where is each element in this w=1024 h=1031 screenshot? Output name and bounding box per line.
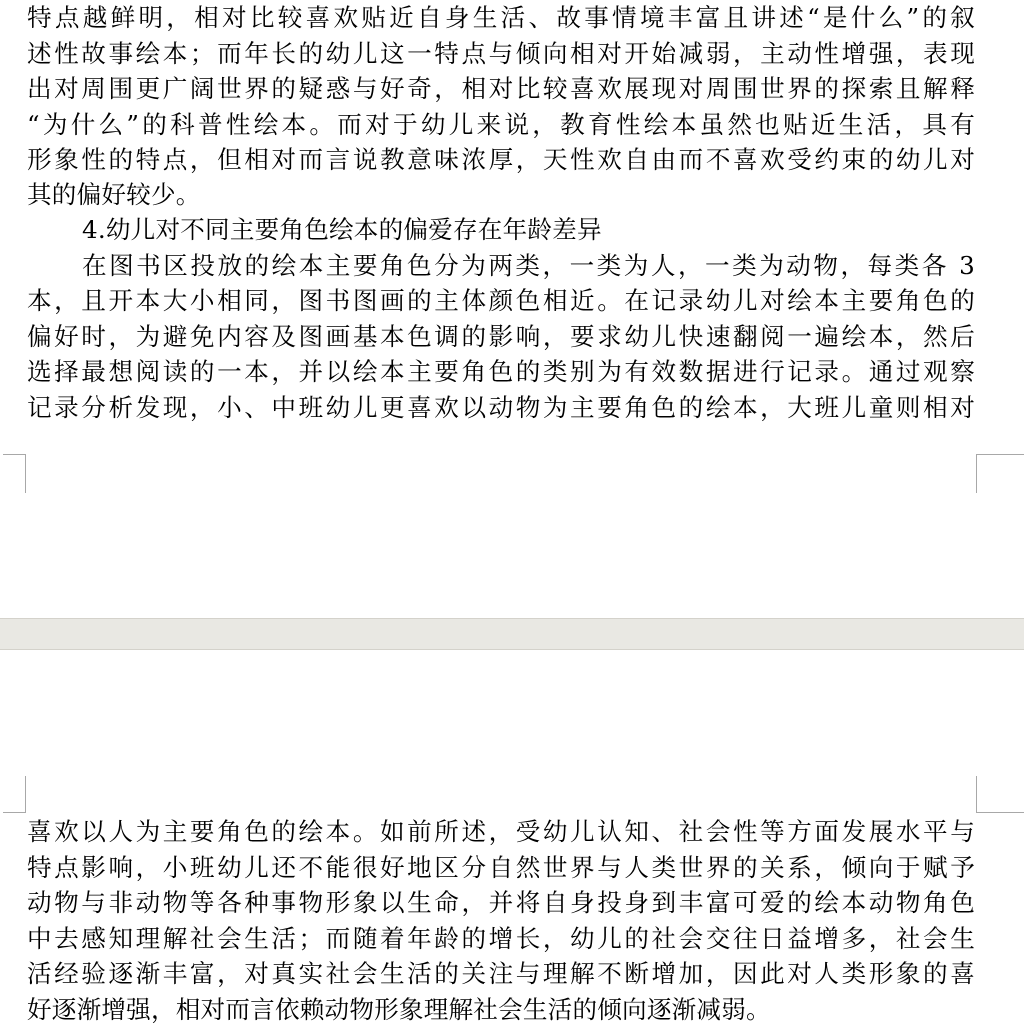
text-line: 述性故事绘本；而年长的幼儿这一特点与倾向相对开始减弱，主动性增强，表现: [27, 39, 975, 68]
page-break-gap: [0, 618, 1024, 650]
text-line: 选择最想阅读的一本，并以绘本主要角色的类别为有效数据进行记录。通过观察: [27, 357, 975, 386]
text-line: 特点越鲜明，相对比较喜欢贴近自身生活、故事情境丰富且讲述“是什么”的叙: [27, 3, 975, 32]
text-line: 动物与非动物等各种事物形象以生命，并将自身投身到丰富可爱的绘本动物角色: [27, 888, 975, 917]
section-heading: 4.幼儿对不同主要角色绘本的偏爱存在年龄差异: [82, 215, 602, 244]
page-corner-mark: [976, 454, 1024, 493]
text-line: 中去感知理解社会生活；而随着年龄的增长，幼儿的社会交往日益增多，社会生: [27, 924, 975, 953]
document-page-lower: [0, 650, 1024, 1031]
text-line: 出对周围更广阔世界的疑惑与好奇，相对比较喜欢展现对周围世界的探索且解释: [27, 74, 975, 103]
text-line: “为什么”的科普性绘本。而对于幼儿来说，教育性绘本虽然也贴近生活，具有: [27, 110, 975, 139]
text-line: 偏好时，为避免内容及图画基本色调的影响，要求幼儿快速翻阅一遍绘本，然后: [27, 322, 975, 351]
text-line: 喜欢以人为主要角色的绘本。如前所述，受幼儿认知、社会性等方面发展水平与: [27, 817, 975, 846]
page-corner-mark: [3, 454, 26, 493]
text-line: 形象性的特点，但相对而言说教意味浓厚，天性欢自由而不喜欢受约束的幼儿对: [27, 145, 975, 174]
text-line: 特点影响，小班幼儿还不能很好地区分自然世界与人类世界的关系，倾向于赋予: [27, 853, 975, 882]
text-line: 好逐渐增强，相对而言依赖动物形象理解社会生活的倾向逐渐减弱。: [27, 995, 771, 1024]
text-line: 记录分析发现，小、中班幼儿更喜欢以动物为主要角色的绘本，大班儿童则相对: [27, 393, 975, 422]
text-line: 在图书区投放的绘本主要角色分为两类，一类为人，一类为动物，每类各 3: [82, 251, 975, 280]
page-corner-mark: [976, 776, 1024, 813]
text-line: 其的偏好较少。: [27, 180, 201, 209]
text-line: 本，且开本大小相同，图书图画的主体颜色相近。在记录幼儿对绘本主要角色的: [27, 286, 975, 315]
text-line: 活经验逐渐丰富，对真实社会生活的关注与理解不断增加，因此对人类形象的喜: [27, 959, 975, 988]
page-corner-mark: [3, 776, 26, 813]
